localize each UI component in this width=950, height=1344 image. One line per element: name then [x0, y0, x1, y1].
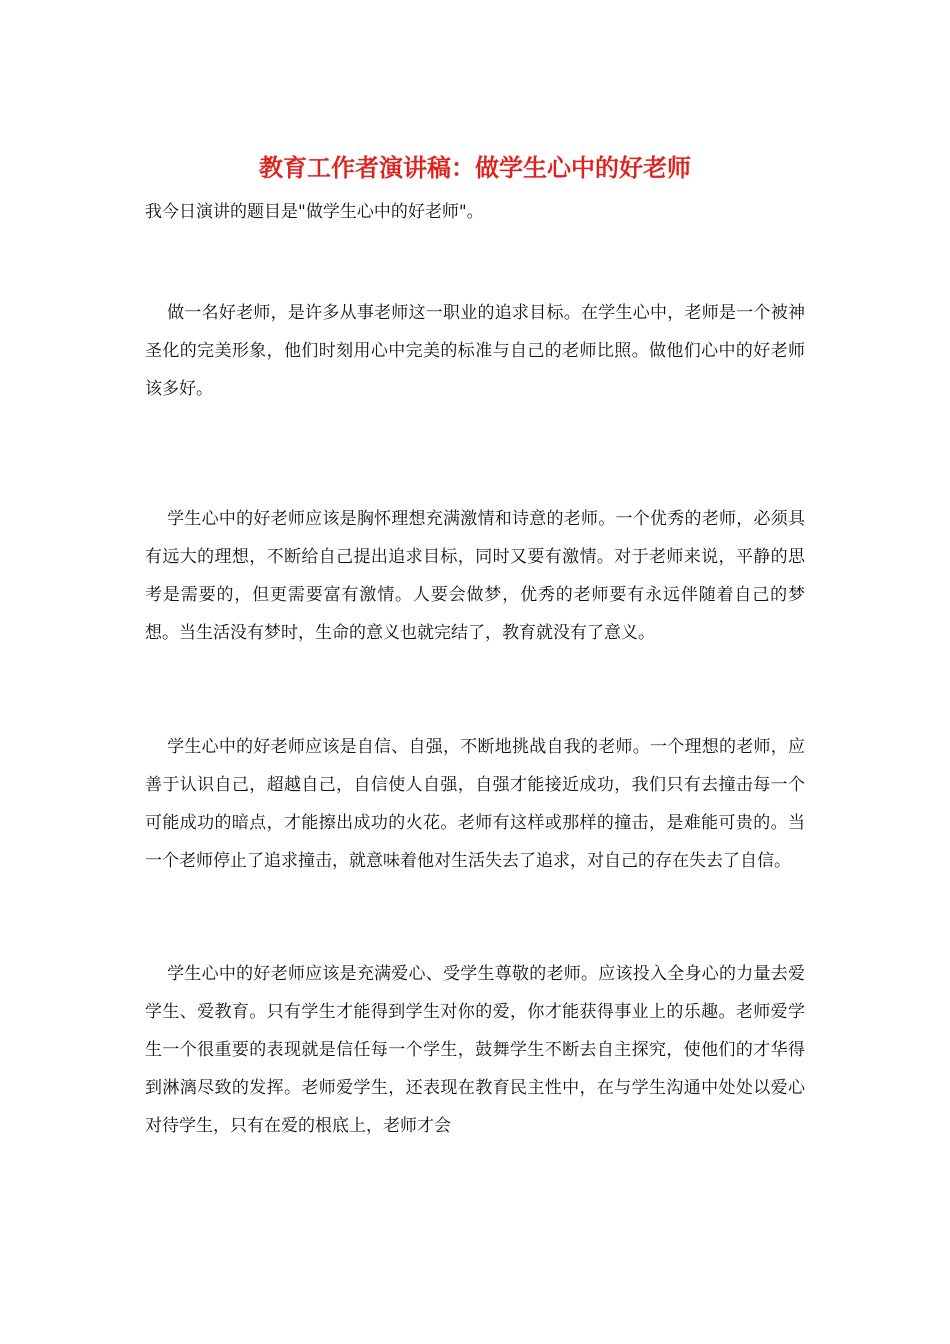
body-paragraph-2: 学生心中的好老师应该是胸怀理想充满激情和诗意的老师。一个优秀的老师，必须具有远大的理想，不断给自己提出追求目标，同时又要有激情。对于老师来说，平静的思考是需要的，但更需要富有激情。人要会做梦，优秀的老师要有永远伴随着自己的梦想。当生活没有梦时，生命的意义也就完结了，教育就没有了意义。 — [145, 509, 805, 643]
intro-paragraph: 我今日演讲的题目是"做学生心中的好老师"。 — [145, 202, 484, 222]
body-paragraph-4: 学生心中的好老师应该是充满爱心、受学生尊敬的老师。应该投入全身心的力量去爱学生、爱教育。只有学生才能得到学生对你的爱，你才能获得事业上的乐趣。老师爱学生一个很重要的表现就是信任每一个学生，鼓舞学生不断去自主探究，使他们的才华得到淋漓尽致的发挥。老师爱学生，还表现在教育民主性中，在与学生沟通中处处以爱心对待学生，只有在爱的根底上，老师才会 — [145, 964, 805, 1136]
document-title: 教育工作者演讲稿：做学生心中的好老师 — [259, 153, 691, 182]
body-paragraph-3: 学生心中的好老师应该是自信、自强，不断地挑战自我的老师。一个理想的老师，应善于认识自己，超越自己，自信使人自强，自强才能接近成功，我们只有去撞击每一个可能成功的暗点，才能擦出成功的火花。老师有这样或那样的撞击，是难能可贵的。当一个老师停止了追求撞击，就意味着他对生活失去了追求，对自己的存在失去了自信。 — [145, 737, 805, 871]
body-paragraph-1: 做一名好老师，是许多从事老师这一职业的追求目标。在学生心中，老师是一个被神圣化的完美形象，他们时刻用心中完美的标准与自己的老师比照。做他们心中的好老师该多好。 — [145, 303, 805, 399]
